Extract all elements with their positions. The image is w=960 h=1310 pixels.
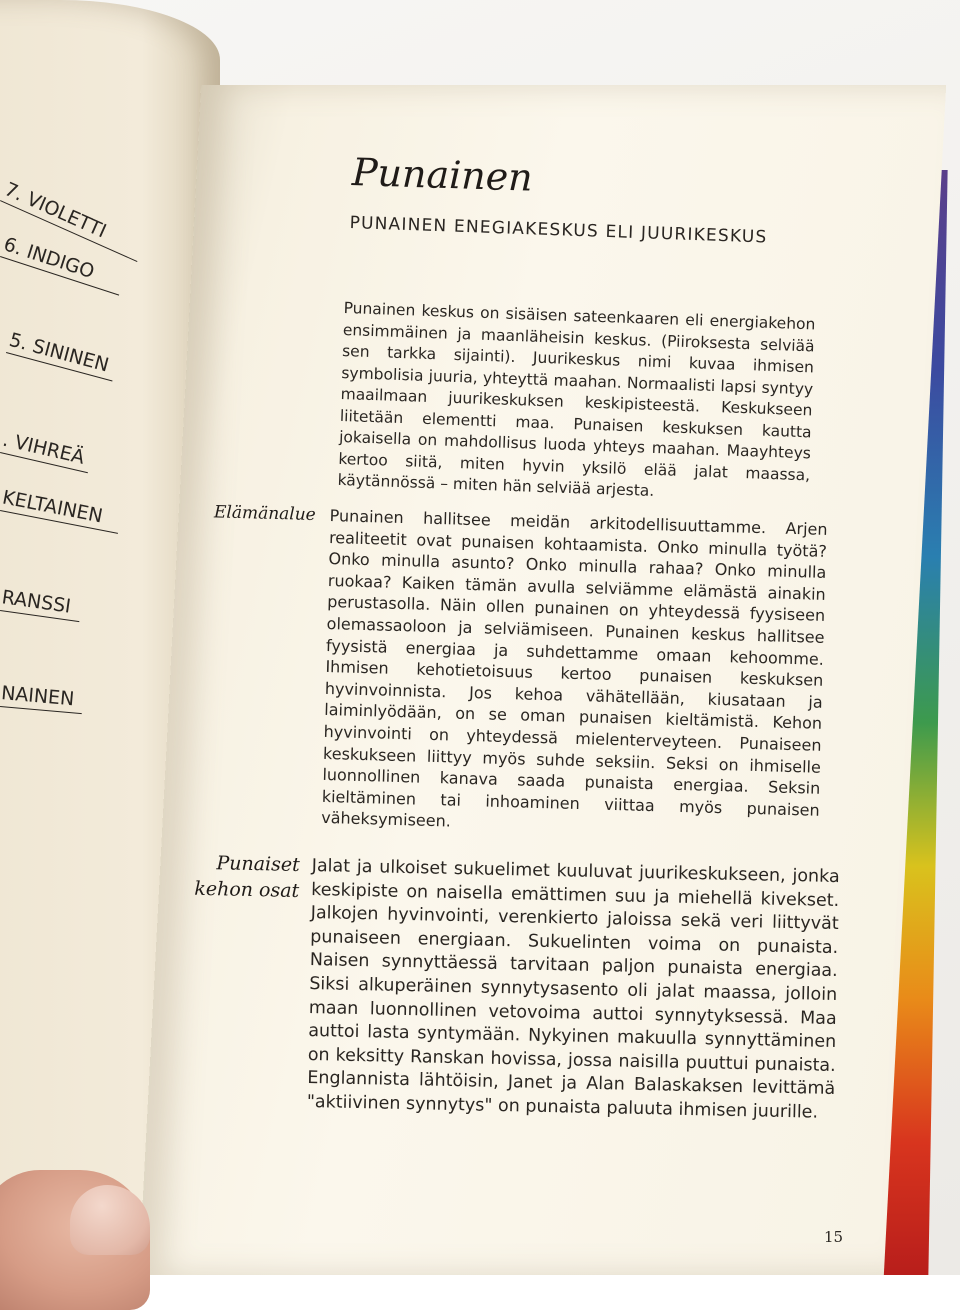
side-label-elamanalue: Elämänalue bbox=[213, 502, 316, 525]
side-label-kehon-osat bbox=[149, 849, 300, 904]
left-label-text: KELTAINEN bbox=[0, 486, 105, 528]
side-label-line: Punaiset bbox=[216, 852, 300, 876]
elamanalue-paragraph: Punainen hallitsee meidän arkitodellisuuttamme. Arjen realiteetit ovat punaisen kohtaamista. Onko minulla työtä? Onko minulla asunto? Onko minulla rahaa? Onko minulla ruokaa? Kaiken tämän avulla selviämme elämästä ainakin perustasolla. Näin ollen punainen on yhteydessä fyysiseen olemassaoloon ja selviämiseen. Punainen keskus hallitsee fyysistä energiaa ja suhdettamme omaan kehoomme. Ihmisen kehotietoisuus kertoo punaisen keskuksen hyvinvoinnista. Jos kehoa vähätellään, kiusataan ja laiminlyödään, on se oman punaisen kieltämistä. Kehon hyvinvointi on yhteydessä mielenterveyteen. Punaiseen keskukseen liittyy myös suhde seksiin. Seksi on ihmiselle luonnollinen kanava saada punaista energiaa. Seksin kieltäminen tai inhoaminen viittaa myös punaisen väheksymiseen. bbox=[321, 505, 828, 831]
intro-paragraph: Punainen keskus on sisäisen sateenkaaren eli energiakehon ensimmäinen ja maanläheisin keskus. (Piiroksesta selviää sen tarkka sijainti). Juurikeskus nimi kuvaa ihmisen symbolisia juuria, yhteyttä maahan. Normaalisti lapsi syntyy maailmaan juurikeskuksen keskipisteestä. Keskukseen liitetään elementti maa. Punaisen keskuksen kautta jokaisella on mahdollisus luoda yhteys maahan. Maayhteys kertoo siitä, miten hyvin yksilö elää jalat maassa, käytännössä – miten hän selviää arjesta. bbox=[337, 298, 816, 500]
left-label-text: RANSSI bbox=[0, 586, 73, 618]
page-number: 15 bbox=[824, 1228, 844, 1246]
left-label-text: 5. SININEN bbox=[6, 328, 112, 377]
side-label-line: kehon osat bbox=[194, 877, 300, 902]
left-label-text: NAINEN bbox=[0, 682, 76, 711]
left-label-text: 6. INDIGO bbox=[0, 233, 98, 284]
kehon-osat-paragraph: Jalat ja ulkoiset sukuelimet kuuluvat juurikeskukseen, jonka keskipiste on naisella emättimen suu ja miehellä kivekset. Jalkojen hyvinvointi, verenkierto jaloissa sekä veri liittyvät punaiseen energiaan. Sukuelinten voima on punaista. Naisen synnyttäessä tarvitaan paljon punaista energiaa. Siksi alkuperäinen synnytysasento oli jalat maassa, jolloin maan luonnollinen vetovoima auttoi synnytyksessä. Maa auttoi lasta syntymään. Nykyinen makuulla synnyttäminen on keksitty Ranskan hovissa, jossa naisilla puuttui punaista. Englannista lähtöisin, Janet ja Alan Balaskaksen levittämä "aktiivinen synnytys" on punaista paluuta ihmisen juurille. bbox=[306, 855, 840, 1123]
left-label-text: 7. VIOLETTI bbox=[1, 178, 110, 243]
page-title: Punainen bbox=[351, 150, 534, 200]
left-label-text: . VIHREÄ bbox=[0, 428, 87, 469]
section-subtitle: PUNAINEN ENEGIAKESKUS ELI JUURIKESKUS bbox=[349, 212, 768, 248]
